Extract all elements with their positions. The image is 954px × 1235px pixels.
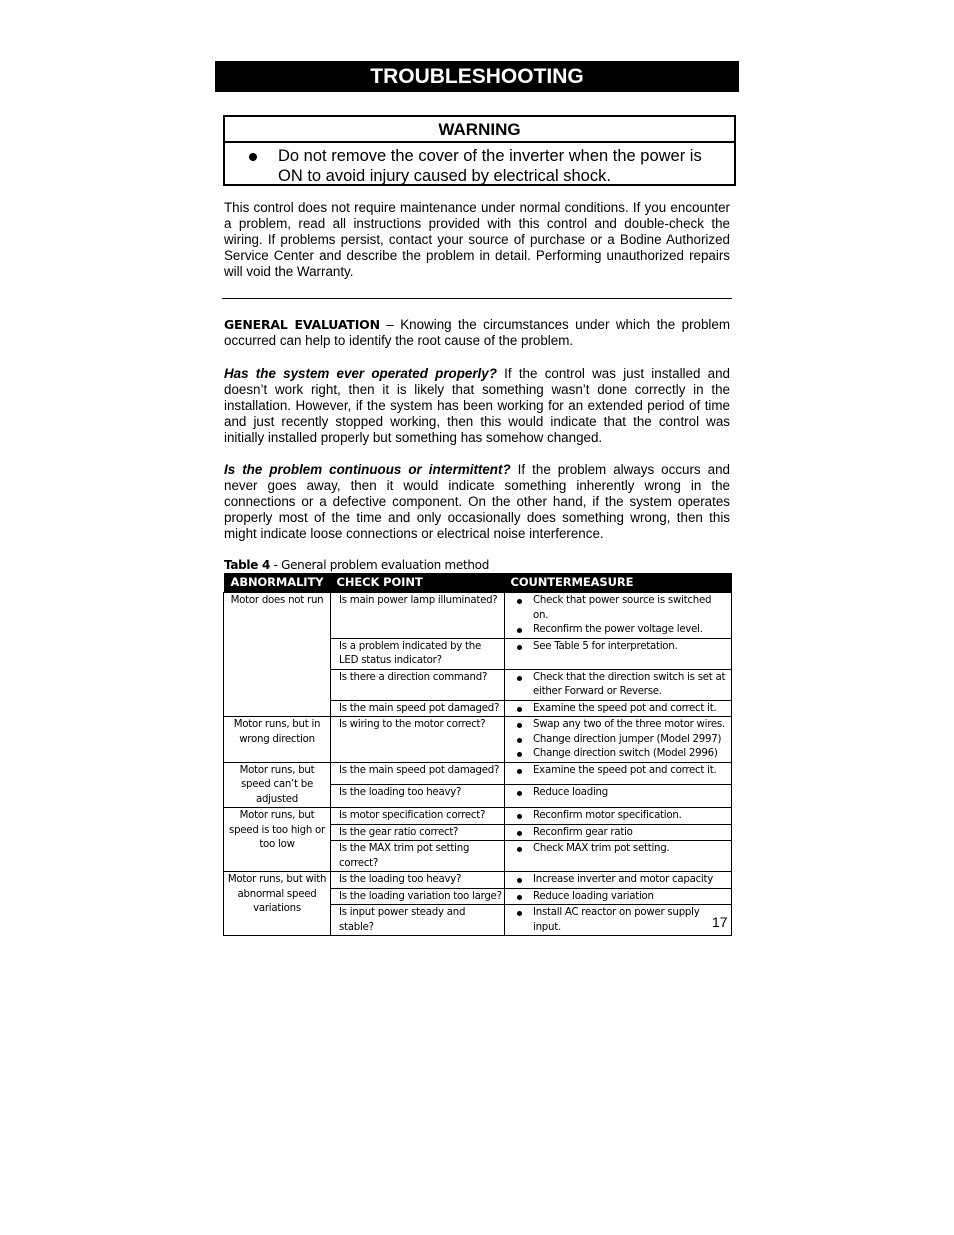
- table-row: [224, 872, 732, 889]
- general-evaluation-dash: –: [379, 317, 401, 332]
- page-title: TROUBLESHOOTING: [215, 61, 739, 92]
- countermeasure-item: [515, 890, 729, 905]
- table-row: [224, 762, 732, 785]
- countermeasure-item: [515, 733, 729, 748]
- bullet-icon: [517, 847, 522, 852]
- countermeasure-cell: [505, 905, 732, 936]
- countermeasure-cell: [505, 638, 732, 669]
- abnormality-cell: Motor runs, but in wrong direction: [224, 717, 331, 763]
- countermeasure-text: Change direction switch (Model 2996): [533, 748, 718, 759]
- check-point-cell: Is there a direction command?: [331, 669, 505, 700]
- bullet-icon: [517, 769, 522, 774]
- warning-box: [223, 115, 736, 186]
- bullet-icon: [517, 814, 522, 819]
- bullet-icon: [517, 628, 522, 633]
- table-caption-text: - General problem evaluation method: [270, 558, 490, 572]
- countermeasure-cell: [505, 841, 732, 872]
- table-caption-label: Table 4: [224, 558, 271, 572]
- countermeasure-text: Reconfirm motor specification.: [533, 810, 682, 821]
- countermeasure-text: Reconfirm gear ratio: [533, 826, 633, 838]
- general-evaluation-heading: GENERAL EVALUATION: [224, 317, 380, 332]
- check-point-cell: Is wiring to the motor correct?: [331, 717, 505, 763]
- countermeasure-text: Check that the direction switch is set at either Forward or Reverse.: [533, 671, 726, 697]
- bullet-icon: [249, 153, 257, 161]
- countermeasure-cell: [505, 762, 732, 785]
- header-abnormality: ABNORMALITY: [224, 573, 331, 593]
- bullet-icon: [517, 831, 522, 836]
- table-caption: [224, 558, 489, 572]
- countermeasure-item: [515, 623, 729, 638]
- bullet-icon: [517, 676, 522, 681]
- countermeasure-text: Change direction jumper (Model 2997): [533, 733, 722, 745]
- check-point-cell: Is the gear ratio correct?: [331, 824, 505, 841]
- question-operated-paragraph: [224, 366, 730, 446]
- countermeasure-item: [515, 906, 729, 935]
- table-row: [224, 808, 732, 825]
- question-operated-text: If the control was just installed and doesn’t work right, then it is likely that something wasn’t done correctly in the installation. However, if the system has been working for an extended period of time and just recently stopped working, then this would indicate that the control was initially installed properly but something has somehow changed.: [224, 366, 731, 445]
- bullet-icon: [517, 911, 522, 916]
- countermeasure-cell: [505, 669, 732, 700]
- countermeasure-cell: [505, 872, 732, 889]
- check-point-cell: Is the MAX trim pot setting correct?: [331, 841, 505, 872]
- question-continuous-heading: Is the problem continuous or intermittent?: [224, 462, 511, 477]
- countermeasure-item: [515, 809, 729, 824]
- check-point-cell: Is the main speed pot damaged?: [331, 762, 505, 785]
- bullet-icon: [517, 895, 522, 900]
- countermeasure-item: [515, 786, 729, 801]
- warning-body: [225, 143, 734, 186]
- check-point-cell: Is the loading variation too large?: [331, 888, 505, 905]
- abnormality-cell: Motor runs, but speed is too high or too low: [224, 808, 331, 872]
- check-point-cell: Is the loading too heavy?: [331, 785, 505, 808]
- header-countermeasure: COUNTERMEASURE: [505, 573, 732, 593]
- bullet-icon: [517, 738, 522, 743]
- abnormality-cell: Motor runs, but with abnormal speed variations: [224, 872, 331, 936]
- countermeasure-text: Reduce loading: [533, 787, 608, 799]
- countermeasure-cell: [505, 717, 732, 763]
- warning-text: Do not remove the cover of the inverter when the power is ON to avoid injury caused by electrical shock.: [278, 147, 702, 185]
- countermeasure-text: Check MAX trim pot setting.: [533, 843, 670, 854]
- table-row: [224, 593, 732, 639]
- abnormality-cell: Motor does not run: [224, 593, 331, 717]
- question-continuous-paragraph: [224, 462, 730, 542]
- countermeasure-item: [515, 640, 729, 655]
- countermeasure-text: Check that power source is switched on.: [533, 595, 712, 621]
- countermeasure-cell: [505, 593, 732, 639]
- general-evaluation-text: Knowing the circumstances under which the problem occurred can help to identify the root cause of the problem.: [224, 317, 731, 348]
- countermeasure-item: [515, 671, 729, 700]
- header-check-point: CHECK POINT: [331, 573, 505, 593]
- countermeasure-item: [515, 842, 729, 857]
- warning-heading: WARNING: [225, 117, 734, 143]
- check-point-cell: Is input power steady and stable?: [331, 905, 505, 936]
- countermeasure-text: Install AC reactor on power supply input.: [533, 907, 700, 933]
- countermeasure-text: Increase inverter and motor capacity: [533, 874, 714, 885]
- countermeasure-text: Examine the speed pot and correct it.: [533, 702, 717, 714]
- countermeasure-item: [515, 873, 729, 888]
- page-number: 17: [712, 914, 728, 930]
- bullet-icon: [517, 752, 522, 757]
- countermeasure-cell: [505, 700, 732, 717]
- countermeasure-item: [515, 702, 729, 717]
- bullet-icon: [517, 707, 522, 712]
- bullet-icon: [517, 723, 522, 728]
- countermeasure-text: Reconfirm the power voltage level.: [533, 624, 703, 635]
- bullet-icon: [517, 791, 522, 796]
- abnormality-cell: Motor runs, but speed can’t be adjusted: [224, 762, 331, 808]
- countermeasure-item: [515, 826, 729, 841]
- bullet-icon: [517, 645, 522, 650]
- bullet-icon: [517, 878, 522, 883]
- check-point-cell: Is the loading too heavy?: [331, 872, 505, 889]
- countermeasure-text: Swap any two of the three motor wires.: [533, 719, 725, 730]
- countermeasure-item: [515, 747, 729, 762]
- check-point-cell: Is the main speed pot damaged?: [331, 700, 505, 717]
- intro-paragraph: This control does not require maintenance under normal conditions. If you encounter a problem, read all instructions provided with this control and double-check the wiring. If problems persist, contact your source of purchase or a Bodine Authorized Service Center and describe the problem in detail. Performing unauthorized repairs will void the Warranty.: [224, 200, 730, 279]
- countermeasure-item: [515, 718, 729, 733]
- table-row: [224, 717, 732, 763]
- bullet-icon: [517, 599, 522, 604]
- section-divider: [222, 298, 732, 299]
- countermeasure-cell: [505, 888, 732, 905]
- evaluation-table: [223, 573, 732, 936]
- question-operated-heading: Has the system ever operated properly?: [224, 366, 497, 381]
- countermeasure-text: Examine the speed pot and correct it.: [533, 764, 717, 776]
- countermeasure-cell: [505, 785, 732, 808]
- check-point-cell: Is a problem indicated by the LED status indicator?: [331, 638, 505, 669]
- countermeasure-text: See Table 5 for interpretation.: [533, 640, 678, 652]
- countermeasure-text: Reduce loading variation: [533, 890, 654, 902]
- countermeasure-cell: [505, 824, 732, 841]
- table-header-row: [224, 573, 732, 593]
- check-point-cell: Is main power lamp illuminated?: [331, 593, 505, 639]
- countermeasure-cell: [505, 808, 732, 825]
- general-evaluation-paragraph: [224, 317, 730, 349]
- check-point-cell: Is motor specification correct?: [331, 808, 505, 825]
- question-continuous-text: If the problem always occurs and never goes away, then it would indicate something inherently wrong in the connections or a defective component. On the other hand, if the system operates properly most of the time and only occasionally does something wrong, then this might indicate loose connections or electrical noise interference.: [224, 462, 730, 541]
- countermeasure-item: [515, 594, 729, 623]
- countermeasure-item: [515, 764, 729, 779]
